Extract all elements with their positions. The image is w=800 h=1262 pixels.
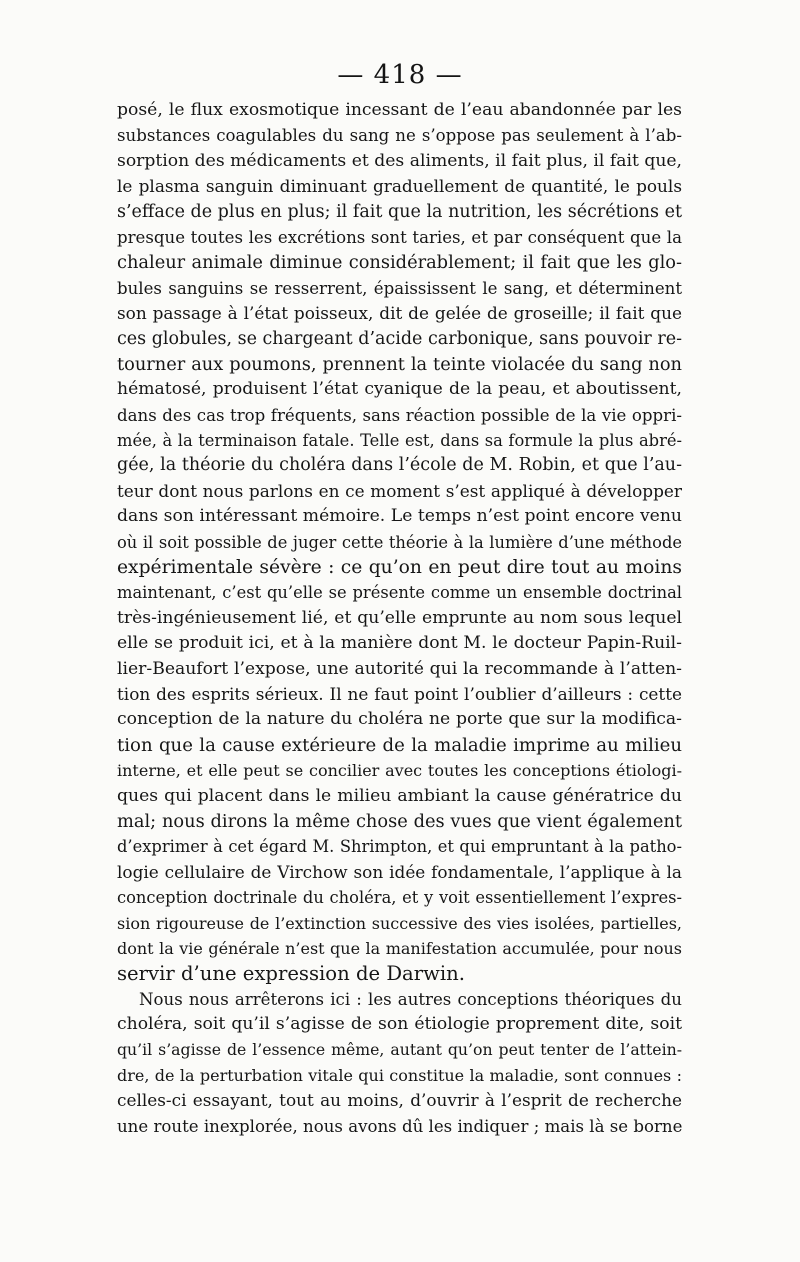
text-line: tion des esprits sérieux. Il ne faut point l’oublier d’ailleurs : cette xyxy=(117,683,682,704)
text-line: où il soit possible de juger cette théorie à la lumière d’une méthode xyxy=(117,532,682,552)
text-line: interne, et elle peut se concilier avec toutes les conceptions étiologi- xyxy=(117,761,682,781)
text-line: teur dont nous parlons en ce moment s’est appliqué à développer xyxy=(117,480,682,501)
text-line: chaleur animale diminue considérablement; il fait que les glo- xyxy=(117,252,682,274)
text-line: elle se produit ici, et à la manière dont M. le docteur Papin-Ruil- xyxy=(117,633,682,654)
text-line: Nous nous arrêterons ici : les autres conceptions théoriques du xyxy=(139,989,682,1009)
text-line: dre, de la perturbation vitale qui constitue la maladie, sont connues : xyxy=(117,1065,682,1085)
text-line: maintenant, c’est qu’elle se présente comme un ensemble doctrinal xyxy=(117,583,682,603)
text-line: logie cellulaire de Virchow son idée fondamentale, l’applique à la xyxy=(117,861,682,882)
text-line: lier-Beaufort l’expose, une autorité qui la recommande à l’atten- xyxy=(117,658,682,679)
text-line: conception doctrinale du choléra, et y voit essentiellement l’expres- xyxy=(117,888,682,908)
text-line: mée, à la terminaison fatale. Telle est, dans sa formule la plus abré- xyxy=(117,431,682,451)
text-line: expérimentale sévère : ce qu’on en peut dire tout au moins xyxy=(117,557,682,579)
text-line: choléra, soit qu’il s’agisse de son étiologie proprement dite, soit xyxy=(117,1014,682,1035)
text-line: sorption des médicaments et des aliments, il fait plus, il fait que, xyxy=(117,150,682,171)
text-line: ques qui placent dans le milieu ambiant la cause génératrice du xyxy=(117,785,682,806)
text-line: celles-ci essayant, tout au moins, d’ouvrir à l’esprit de recherche xyxy=(117,1090,682,1111)
text-line: dont la vie générale n’est que la manifestation accumulée, pour nous xyxy=(117,938,682,958)
text-line: qu’il s’agisse de l’essence même, autant qu’on peut tenter de l’attein- xyxy=(117,1040,682,1060)
text-line: sion rigoureuse de l’extinction successive des vies isolées, partielles, xyxy=(117,913,682,933)
text-line: son passage à l’état poisseux, dit de gelée de groseille; il fait que xyxy=(117,303,682,324)
body-text xyxy=(117,98,682,1139)
text-line: tion que la cause extérieure de la maladie imprime au milieu xyxy=(117,734,682,756)
text-line: tourner aux poumons, prennent la teinte violacée du sang non xyxy=(117,353,682,375)
text-line: mal; nous dirons la même chose des vues que vient également xyxy=(117,810,682,832)
page-number: — 418 — xyxy=(337,60,463,90)
text-line: presque toutes les excrétions sont taries, et par conséquent que la xyxy=(117,227,682,247)
text-line: dans son intéressant mémoire. Le temps n’est point encore venu xyxy=(117,506,682,527)
text-line: très-ingénieusement lié, et qu’elle emprunte au nom sous lequel xyxy=(117,607,682,628)
text-line: bules sanguins se resserrent, épaississent le sang, et déterminent xyxy=(117,278,682,298)
text-line: hématosé, produisent l’état cyanique de la peau, et aboutissent, xyxy=(117,379,682,400)
text-line: dans des cas trop fréquents, sans réaction possible de la vie oppri- xyxy=(117,405,682,425)
text-line: une route inexplorée, nous avons dû les indiquer ; mais là se borne xyxy=(117,1116,682,1136)
text-line: posé, le flux exosmotique incessant de l’eau abandonnée par les xyxy=(117,100,682,120)
text-line: gée, la théorie du choléra dans l’école de M. Robin, et que l’au- xyxy=(117,455,682,476)
text-line: ces globules, se chargeant d’acide carbonique, sans pouvoir re- xyxy=(117,328,682,349)
text-line: le plasma sanguin diminuant graduellement de quantité, le pouls xyxy=(117,176,682,197)
text-line: substances coagulables du sang ne s’oppose pas seulement à l’ab- xyxy=(117,126,682,146)
text-line: conception de la nature du choléra ne porte que sur la modifica- xyxy=(117,709,682,730)
text-line: s’efface de plus en plus; il fait que la nutrition, les sécrétions et xyxy=(117,201,682,222)
text-line: d’exprimer à cet égard M. Shrimpton, et qui empruntant à la patho- xyxy=(117,837,682,857)
text-line: servir d’une expression de Darwin. xyxy=(117,962,465,986)
